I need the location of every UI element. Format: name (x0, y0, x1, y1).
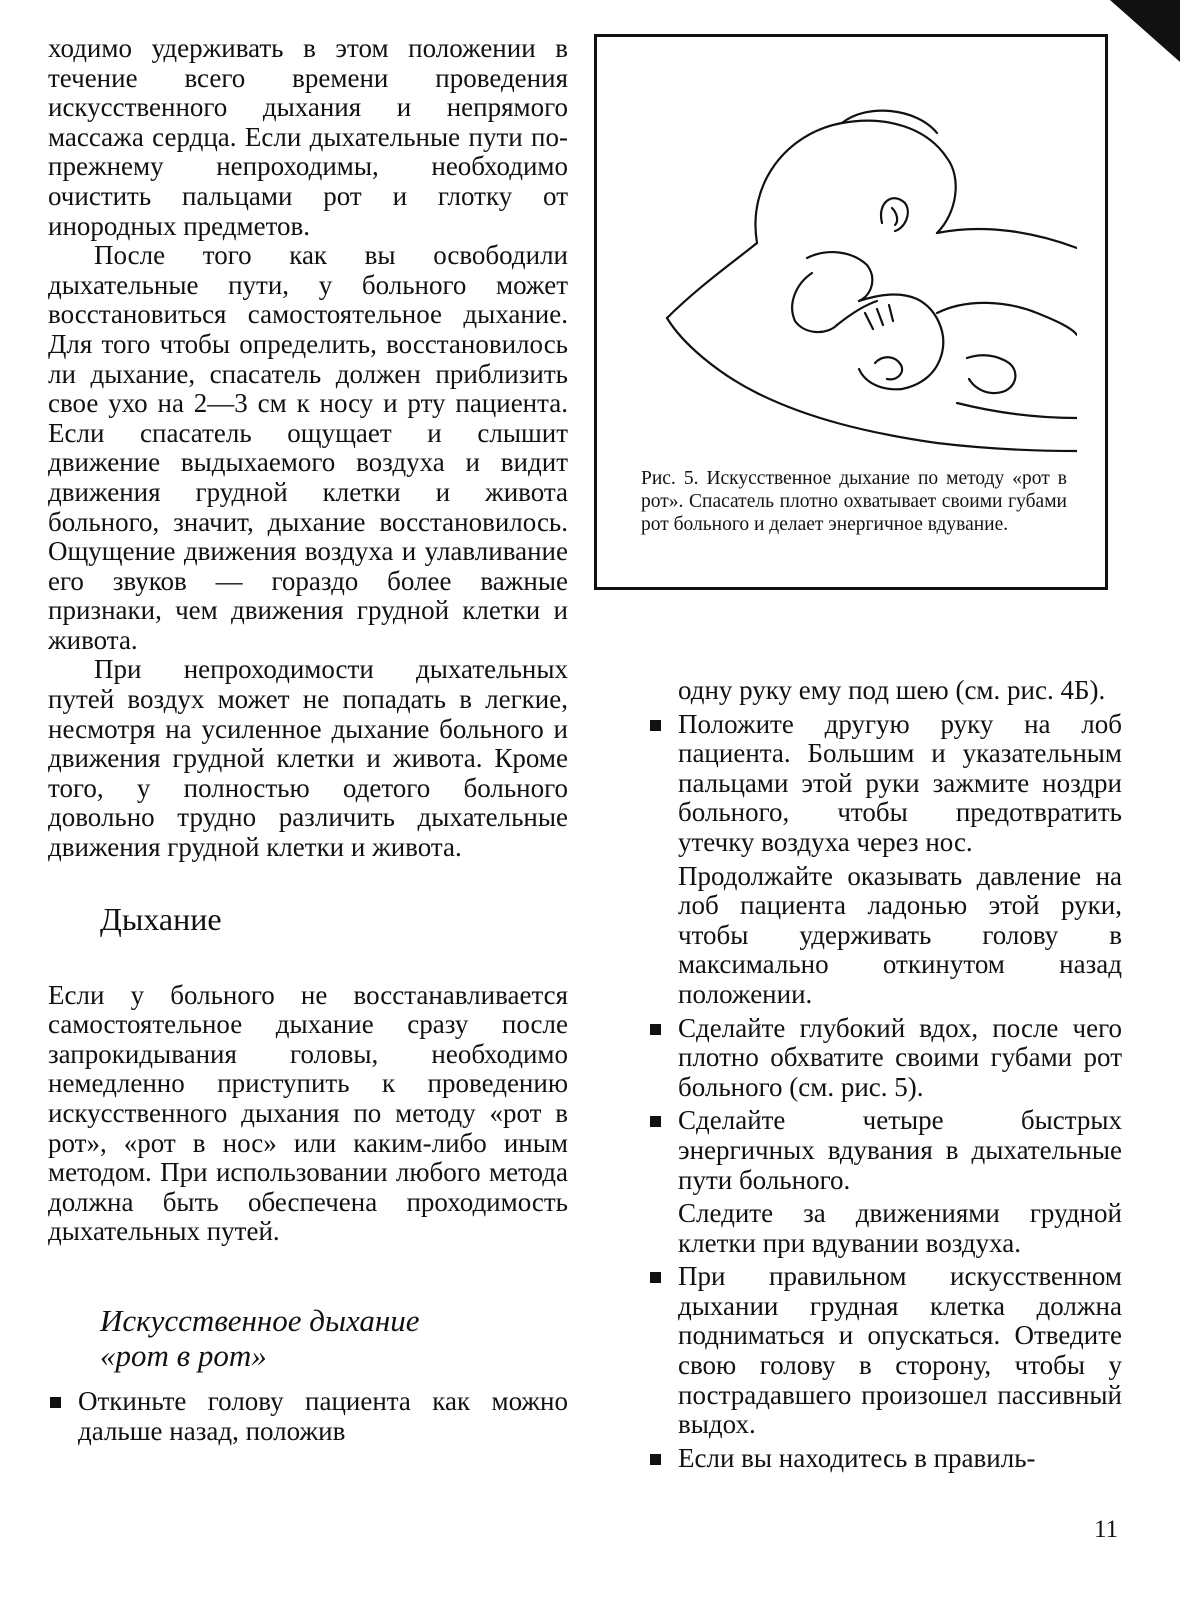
figure (594, 34, 1108, 590)
list-item-text: Откиньте голову пациента как можно дальше назад, положив (78, 1385, 568, 1446)
list-item (648, 710, 1122, 858)
section-paragraph: Если у больного не восстанавливается самостоятельное дыхание сразу после запрокидывания головы, необходимо немедленно приступить к проведению искусственного дыхания по методу «рот в рот», «рот в нос» или каким-либо иным методом. При использовании любого метода должна быть обеспечена проходимость дыхательных путей. (48, 979, 568, 1247)
instruction-list (648, 1262, 1122, 1473)
bullet-square-icon (650, 1454, 661, 1465)
list-item (648, 1444, 1122, 1474)
bullet-square-icon (650, 1272, 661, 1283)
subsection-heading (100, 1303, 568, 1373)
paragraph-continued: ходимо удерживать в этом положении в течение всего времени проведения искусственного дыхания и непрямого массажа сердца. Если дыхательные пути по-прежнему непроходимы, необходимо очистить пальцами рот и глотку от инородных предметов. (48, 33, 568, 241)
figure-caption: Рис. 5. Искусственное дыхание по методу «рот в рот». Спасатель плотно охватывает своими губами рот больного и делает энергичное вдувание. (641, 468, 1067, 535)
rescuer-mouth-to-mouth-illustration (637, 73, 1077, 463)
instruction-list (648, 710, 1122, 858)
list-item-text: Сделайте четыре быстрых энергичных вдувания в дыхательные пути больного. (678, 1105, 1122, 1195)
page-number: 11 (1094, 1516, 1119, 1543)
instruction-list (48, 1387, 568, 1446)
list-item-note: Следите за движениями грудной клетки при вдувании воздуха. (678, 1198, 1122, 1258)
list-item-note: Продолжайте оказывать давление на лоб пациента ладонью этой руки, чтобы удерживать голову в максимально откинутом назад положении. (678, 860, 1122, 1009)
instruction-list (648, 1014, 1122, 1196)
paragraph: После того как вы освободили дыхательные пути, у больного может восстановиться самостоятельное дыхание. Для того чтобы определить, восстановилось ли дыхание, спасатель должен приблизить свое ухо на 2—3 см к носу и рту пациента. Если спасатель ощущает и слышит движение выдыхаемого воздуха и видит движения грудной клетки и живота больного, значит, дыхание восстановилось. Ощущение движения воздуха и улавливание его звуков — гораздо более важные признаки, чем движения грудной клетки и живота. (48, 240, 568, 655)
list-item-text: Если вы находитесь в правиль- (678, 1442, 1036, 1473)
list-item-continued: одну руку ему под шею (см. рис. 4Б). (678, 675, 1106, 705)
subsection-heading-line: Искусственное дыхание (100, 1302, 420, 1338)
list-item-text: Положите другую руку на лоб пациента. Большим и указательным пальцами этой руки зажмите ноздри больного, чтобы предотвратить утечку воздуха через нос. (678, 708, 1122, 857)
bullet-square-icon (650, 720, 661, 731)
list-item (648, 1106, 1122, 1195)
list-item (48, 1387, 568, 1446)
paragraph: При непроходимости дыхательных путей воздух может не попадать в легкие, несмотря на усиленное дыхание больного и движения грудной клетки и живота. Кроме того, у полностью одетого больного довольно трудно различить дыхательные движения грудной клетки и живота. (48, 654, 568, 863)
bullet-square-icon (650, 1116, 661, 1127)
right-column (648, 676, 1122, 1477)
list-item (648, 1262, 1122, 1440)
list-item-text: При правильном искусственном дыхании грудная клетка должна подниматься и опускаться. Отведите свою голову в сторону, чтобы у пострадавшего произошел пассивный выдох. (678, 1261, 1122, 1440)
bullet-square-icon (50, 1397, 61, 1408)
subsection-heading-line: «рот в рот» (100, 1337, 267, 1373)
section-heading: Дыхание (100, 900, 222, 937)
left-column (48, 34, 568, 1450)
bullet-square-icon (650, 1024, 661, 1035)
list-item (648, 1014, 1122, 1103)
page-corner-mark (1110, 0, 1180, 62)
list-item-text: Сделайте глубокий вдох, после чего плотно обхватите своими губами рот больного (см. рис. 5). (678, 1012, 1122, 1102)
